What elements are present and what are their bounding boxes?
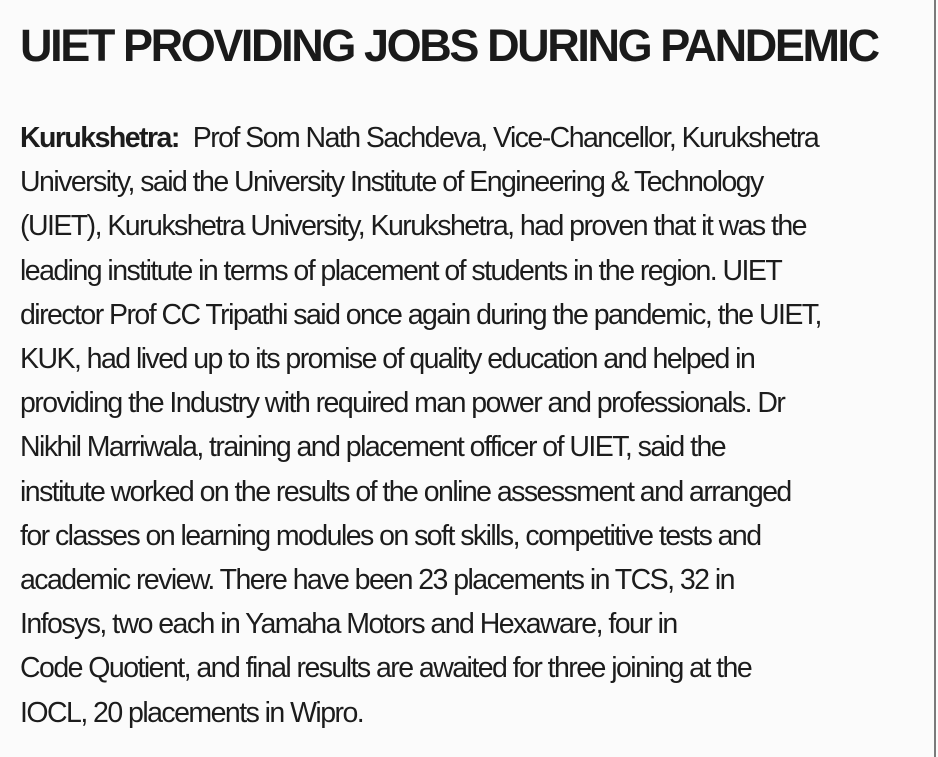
body-line-1-text: Prof Som Nath Sachdeva, Vice-Chancellor, Kurukshetra <box>192 122 819 154</box>
body-line-14: IOCL, 20 placements in Wipro. <box>20 696 364 729</box>
body-line-10: for classes on learning modules on soft skills, competitive tests and <box>20 519 761 552</box>
column-rule <box>934 0 936 757</box>
body-line-5: director Prof CC Tripathi said once again during the pandemic, the UIET, <box>20 298 821 331</box>
dateline: Kurukshetra: <box>20 122 179 154</box>
body-line-6: KUK, had lived up to its promise of quality education and helped in <box>20 343 755 376</box>
body-line-2: University, said the University Institute of Engineering & Technology <box>20 166 763 199</box>
article-body <box>20 116 910 735</box>
body-line-1 <box>20 116 910 160</box>
body-line-13: Code Quotient, and final results are awaited for three joining at the <box>20 652 752 685</box>
body-line-4: leading institute in terms of placement of students in the region. UIET <box>20 254 782 287</box>
body-line-9: institute worked on the results of the online assessment and arranged <box>20 475 791 508</box>
body-line-7: providing the Industry with required man power and professionals. Dr <box>20 387 785 420</box>
body-line-3: (UIET), Kurukshetra University, Kurukshetra, had proven that it was the <box>20 210 806 243</box>
body-line-8: Nikhil Marriwala, training and placement officer of UIET, said the <box>20 431 726 464</box>
body-line-12: Infosys, two each in Yamaha Motors and Hexaware, four in <box>20 608 677 641</box>
headline: UIET PROVIDING JOBS DURING PANDEMIC <box>20 20 878 71</box>
body-line-11: academic review. There have been 23 placements in TCS, 32 in <box>20 564 734 597</box>
